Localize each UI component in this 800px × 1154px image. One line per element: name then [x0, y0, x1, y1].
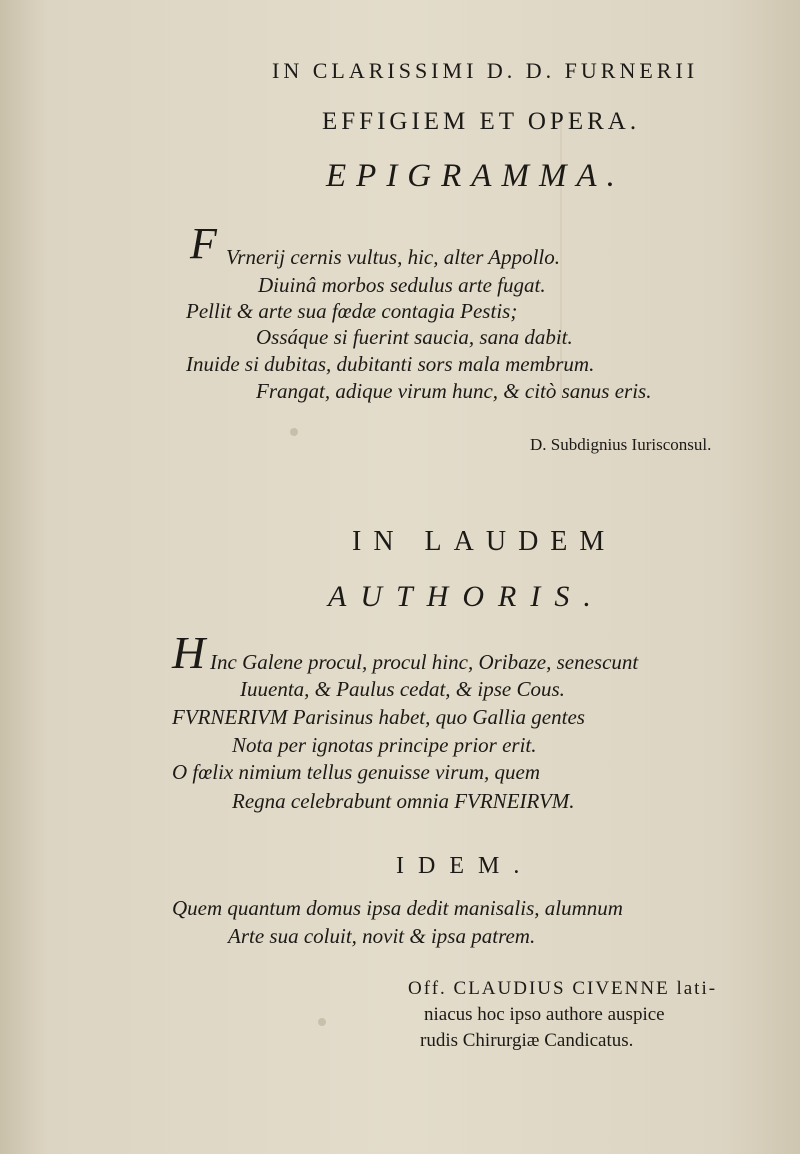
epigram-signature: D. Subdignius Iurisconsul.	[530, 435, 712, 454]
heading-line-2: EFFIGIEM ET OPERA.	[322, 108, 641, 135]
epigram-line-1: Vrnerij cernis vultus, hic, alter Appollo.	[226, 245, 561, 269]
epigram-dropcap: F	[190, 219, 217, 268]
epigram-line-2: Diuinâ morbos sedulus arte fugat.	[258, 273, 546, 297]
idem-line-1: Quem quantum domus ipsa dedit manisalis, alumnum	[172, 896, 623, 920]
epigram-line-6: Frangat, adique virum hunc, & citò sanus eris.	[256, 379, 652, 403]
heading-line-1: IN CLARISSIMI D. D. FURNERII	[272, 58, 699, 83]
heading-epigramma: EPIGRAMMA.	[326, 158, 625, 194]
idem-title: IDEM.	[396, 853, 534, 879]
praise-line-1: Inc Galene procul, procul hinc, Oribaze, senescunt	[210, 650, 639, 674]
idem-line-2: Arte sua coluit, novit & ipsa patrem.	[228, 924, 536, 948]
ink-speck	[318, 1018, 326, 1026]
idem-signature-line-1: Off. CLAUDIUS CIVENNE lati-	[408, 978, 718, 999]
praise-line-5: O fœlix nimium tellus genuisse virum, quem	[172, 760, 541, 784]
idem-signature-line-2: niacus hoc ipso authore auspice	[424, 1004, 665, 1025]
praise-line-4: Nota per ignotas principe prior erit.	[232, 733, 537, 757]
ink-speck	[290, 428, 298, 436]
epigram-line-4: Ossáque si fuerint saucia, sana dabit.	[256, 325, 573, 349]
praise-title-1: IN LAUDEM	[352, 526, 617, 557]
praise-line-2: Iuuenta, & Paulus cedat, & ipse Cous.	[240, 677, 565, 701]
praise-line-6: Regna celebrabunt omnia FVRNEIRVM.	[232, 789, 575, 813]
epigram-line-3: Pellit & arte sua fœdæ contagia Pestis;	[186, 299, 518, 323]
praise-title-2: AUTHORIS.	[328, 580, 605, 613]
praise-dropcap: H	[172, 627, 206, 678]
epigram-line-5: Inuide si dubitas, dubitanti sors mala membrum.	[186, 352, 595, 376]
praise-line-3: FVRNERIVM Parisinus habet, quo Gallia gentes	[172, 705, 585, 729]
idem-signature-line-3: rudis Chirurgiæ Candicatus.	[420, 1030, 634, 1051]
